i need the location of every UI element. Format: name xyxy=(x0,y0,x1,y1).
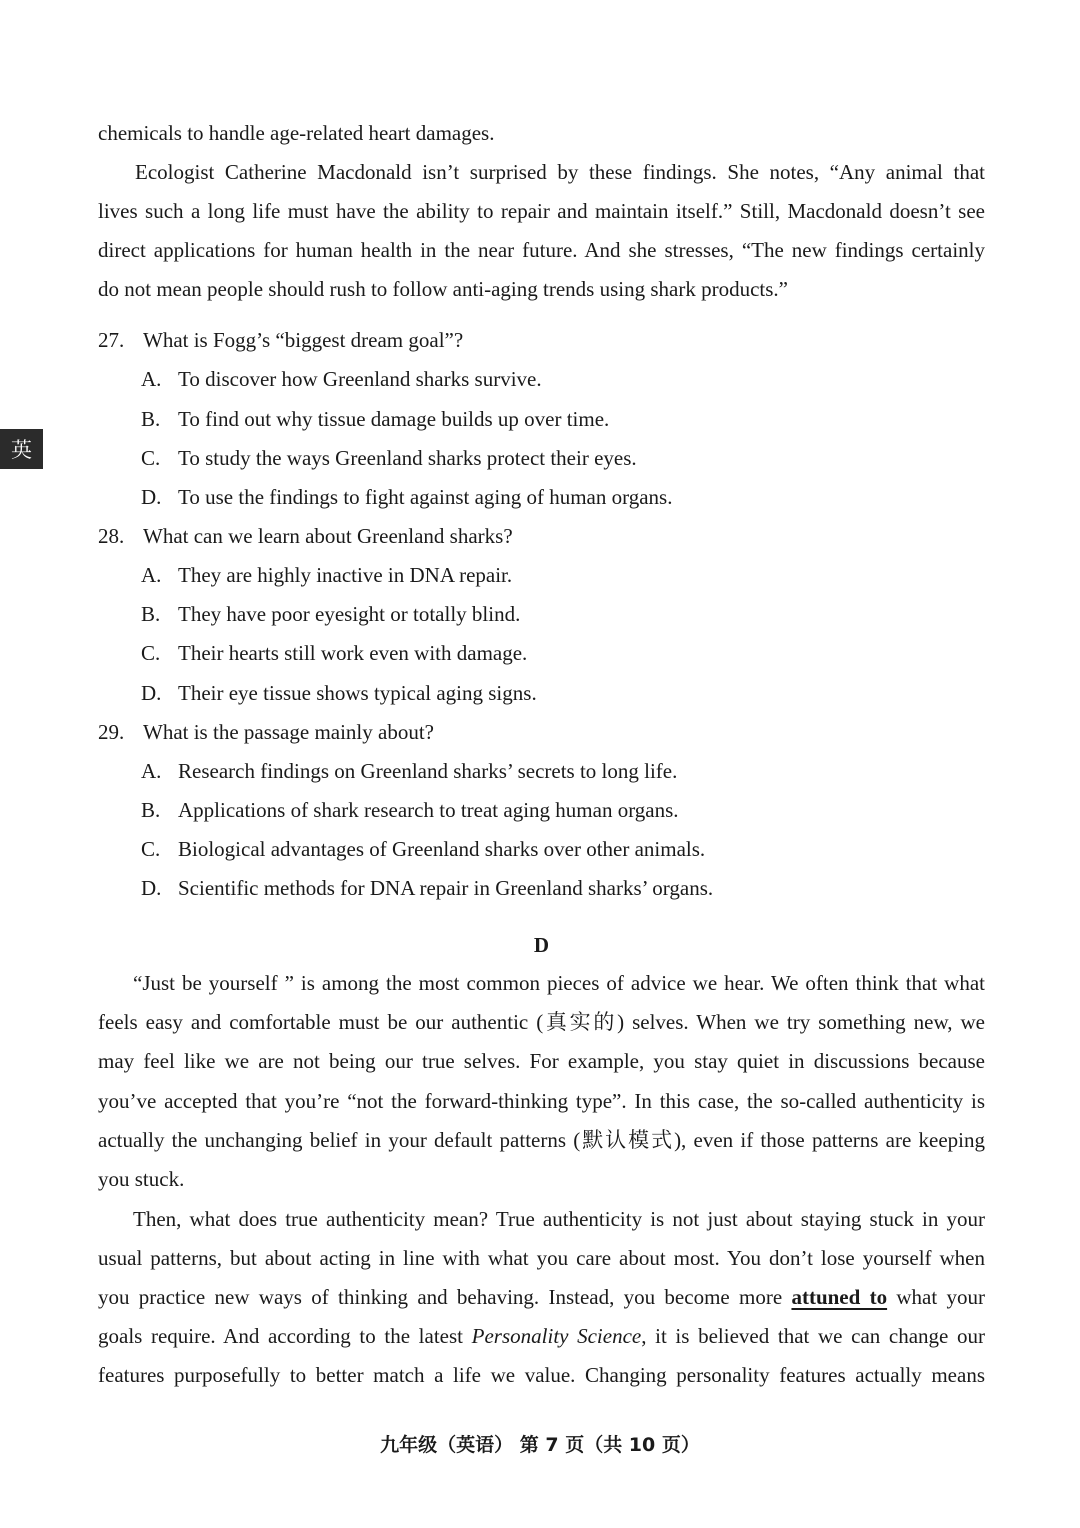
passage-line: chemicals to handle age-related heart damages. xyxy=(98,121,495,145)
option-letter: B. xyxy=(141,602,161,626)
option-text: They have poor eyesight or totally blind. xyxy=(178,602,521,626)
option-letter: C. xyxy=(141,641,161,665)
option-29b xyxy=(141,795,679,825)
option-text: To discover how Greenland sharks survive. xyxy=(178,367,542,391)
option-text: Biological advantages of Greenland sharks over other animals. xyxy=(178,837,706,861)
question-27 xyxy=(98,325,463,355)
question-text: What can we learn about Greenland sharks? xyxy=(143,524,513,548)
option-text: Applications of shark research to treat aging human organs. xyxy=(178,798,679,822)
option-letter: A. xyxy=(141,759,162,783)
passage-line xyxy=(98,1321,985,1351)
option-letter: B. xyxy=(141,407,161,431)
option-27c xyxy=(141,443,637,473)
passage-line xyxy=(98,1282,985,1312)
option-letter: A. xyxy=(141,367,162,391)
passage-text: goals require. And according to the latest xyxy=(98,1324,463,1348)
passage-line: usual patterns, but about acting in line with what you care about most. You don’t lose yourself when xyxy=(98,1246,985,1270)
passage-line: features purposefully to better match a life we value. Changing personality features actually means xyxy=(98,1363,985,1387)
option-28c xyxy=(141,638,527,668)
option-28a xyxy=(141,560,512,590)
option-text: Their eye tissue shows typical aging signs. xyxy=(178,681,537,705)
option-28d xyxy=(141,678,537,708)
question-number: 27. xyxy=(98,328,125,352)
option-text: They are highly inactive in DNA repair. xyxy=(178,563,513,587)
option-text: To find out why tissue damage builds up over time. xyxy=(178,407,610,431)
option-letter: D. xyxy=(141,485,162,509)
passage-line: “Just be yourself ” is among the most common pieces of advice we hear. We often think that what xyxy=(133,971,985,995)
passage-line: feels easy and comfortable must be our authentic (真实的) selves. When we try something new, we xyxy=(98,1010,985,1034)
passage-line: Ecologist Catherine Macdonald isn’t surprised by these findings. She notes, “Any animal that xyxy=(135,160,985,184)
option-text: To use the findings to fight against aging of human organs. xyxy=(178,485,673,509)
passage-heading: D xyxy=(533,933,550,957)
underlined-phrase: attuned to xyxy=(791,1285,888,1309)
question-text: What is Fogg’s “biggest dream goal”? xyxy=(143,328,464,352)
subject-tab: 英 xyxy=(0,429,43,469)
option-29a xyxy=(141,756,677,786)
option-27a xyxy=(141,364,542,394)
option-text: Scientific methods for DNA repair in Greenland sharks’ organs. xyxy=(178,876,714,900)
option-text: To study the ways Greenland sharks protect their eyes. xyxy=(178,446,637,470)
question-number: 28. xyxy=(98,524,125,548)
option-27d xyxy=(141,482,672,512)
question-number: 29. xyxy=(98,720,125,744)
passage-line: Then, what does true authenticity mean? True authenticity is not just about staying stuck in your xyxy=(133,1207,985,1231)
passage-text: , it is believed that we can change our xyxy=(641,1324,985,1348)
option-letter: D. xyxy=(141,681,162,705)
option-27b xyxy=(141,404,609,434)
passage-line: you stuck. xyxy=(98,1167,185,1191)
option-letter: D. xyxy=(141,876,162,900)
passage-line: may feel like we are not being our true selves. For example, you stay quiet in discussions because xyxy=(98,1049,985,1073)
question-28 xyxy=(98,521,513,551)
option-29d xyxy=(141,873,713,903)
option-text: Their hearts still work even with damage. xyxy=(178,641,528,665)
option-letter: C. xyxy=(141,446,161,470)
passage-line: do not mean people should rush to follow anti-aging trends using shark products.” xyxy=(98,277,788,301)
passage-line: lives such a long life must have the ability to repair and maintain itself.” Still, Macdonald doesn’t see xyxy=(98,199,985,223)
passage-text: you practice new ways of thinking and behaving. Instead, you become more xyxy=(98,1285,783,1309)
option-letter: C. xyxy=(141,837,161,861)
passage-line: direct applications for human health in the near future. And she stresses, “The new findings certainly xyxy=(98,238,985,262)
passage-text: what your xyxy=(896,1285,985,1309)
option-letter: B. xyxy=(141,798,161,822)
passage-line: you’ve accepted that you’re “not the forward-thinking type”. In this case, the so-called authenticity is xyxy=(98,1089,985,1113)
option-letter: A. xyxy=(141,563,162,587)
page-footer: 九年级（英语） 第 7 页（共 10 页） xyxy=(380,1434,700,1456)
question-text: What is the passage mainly about? xyxy=(143,720,434,744)
italic-title: Personality Science xyxy=(471,1324,642,1348)
option-28b xyxy=(141,599,520,629)
option-text: Research findings on Greenland sharks’ secrets to long life. xyxy=(178,759,678,783)
passage-line: actually the unchanging belief in your default patterns (默认模式), even if those patterns are keeping xyxy=(98,1128,985,1152)
question-29 xyxy=(98,717,434,747)
option-29c xyxy=(141,834,705,864)
